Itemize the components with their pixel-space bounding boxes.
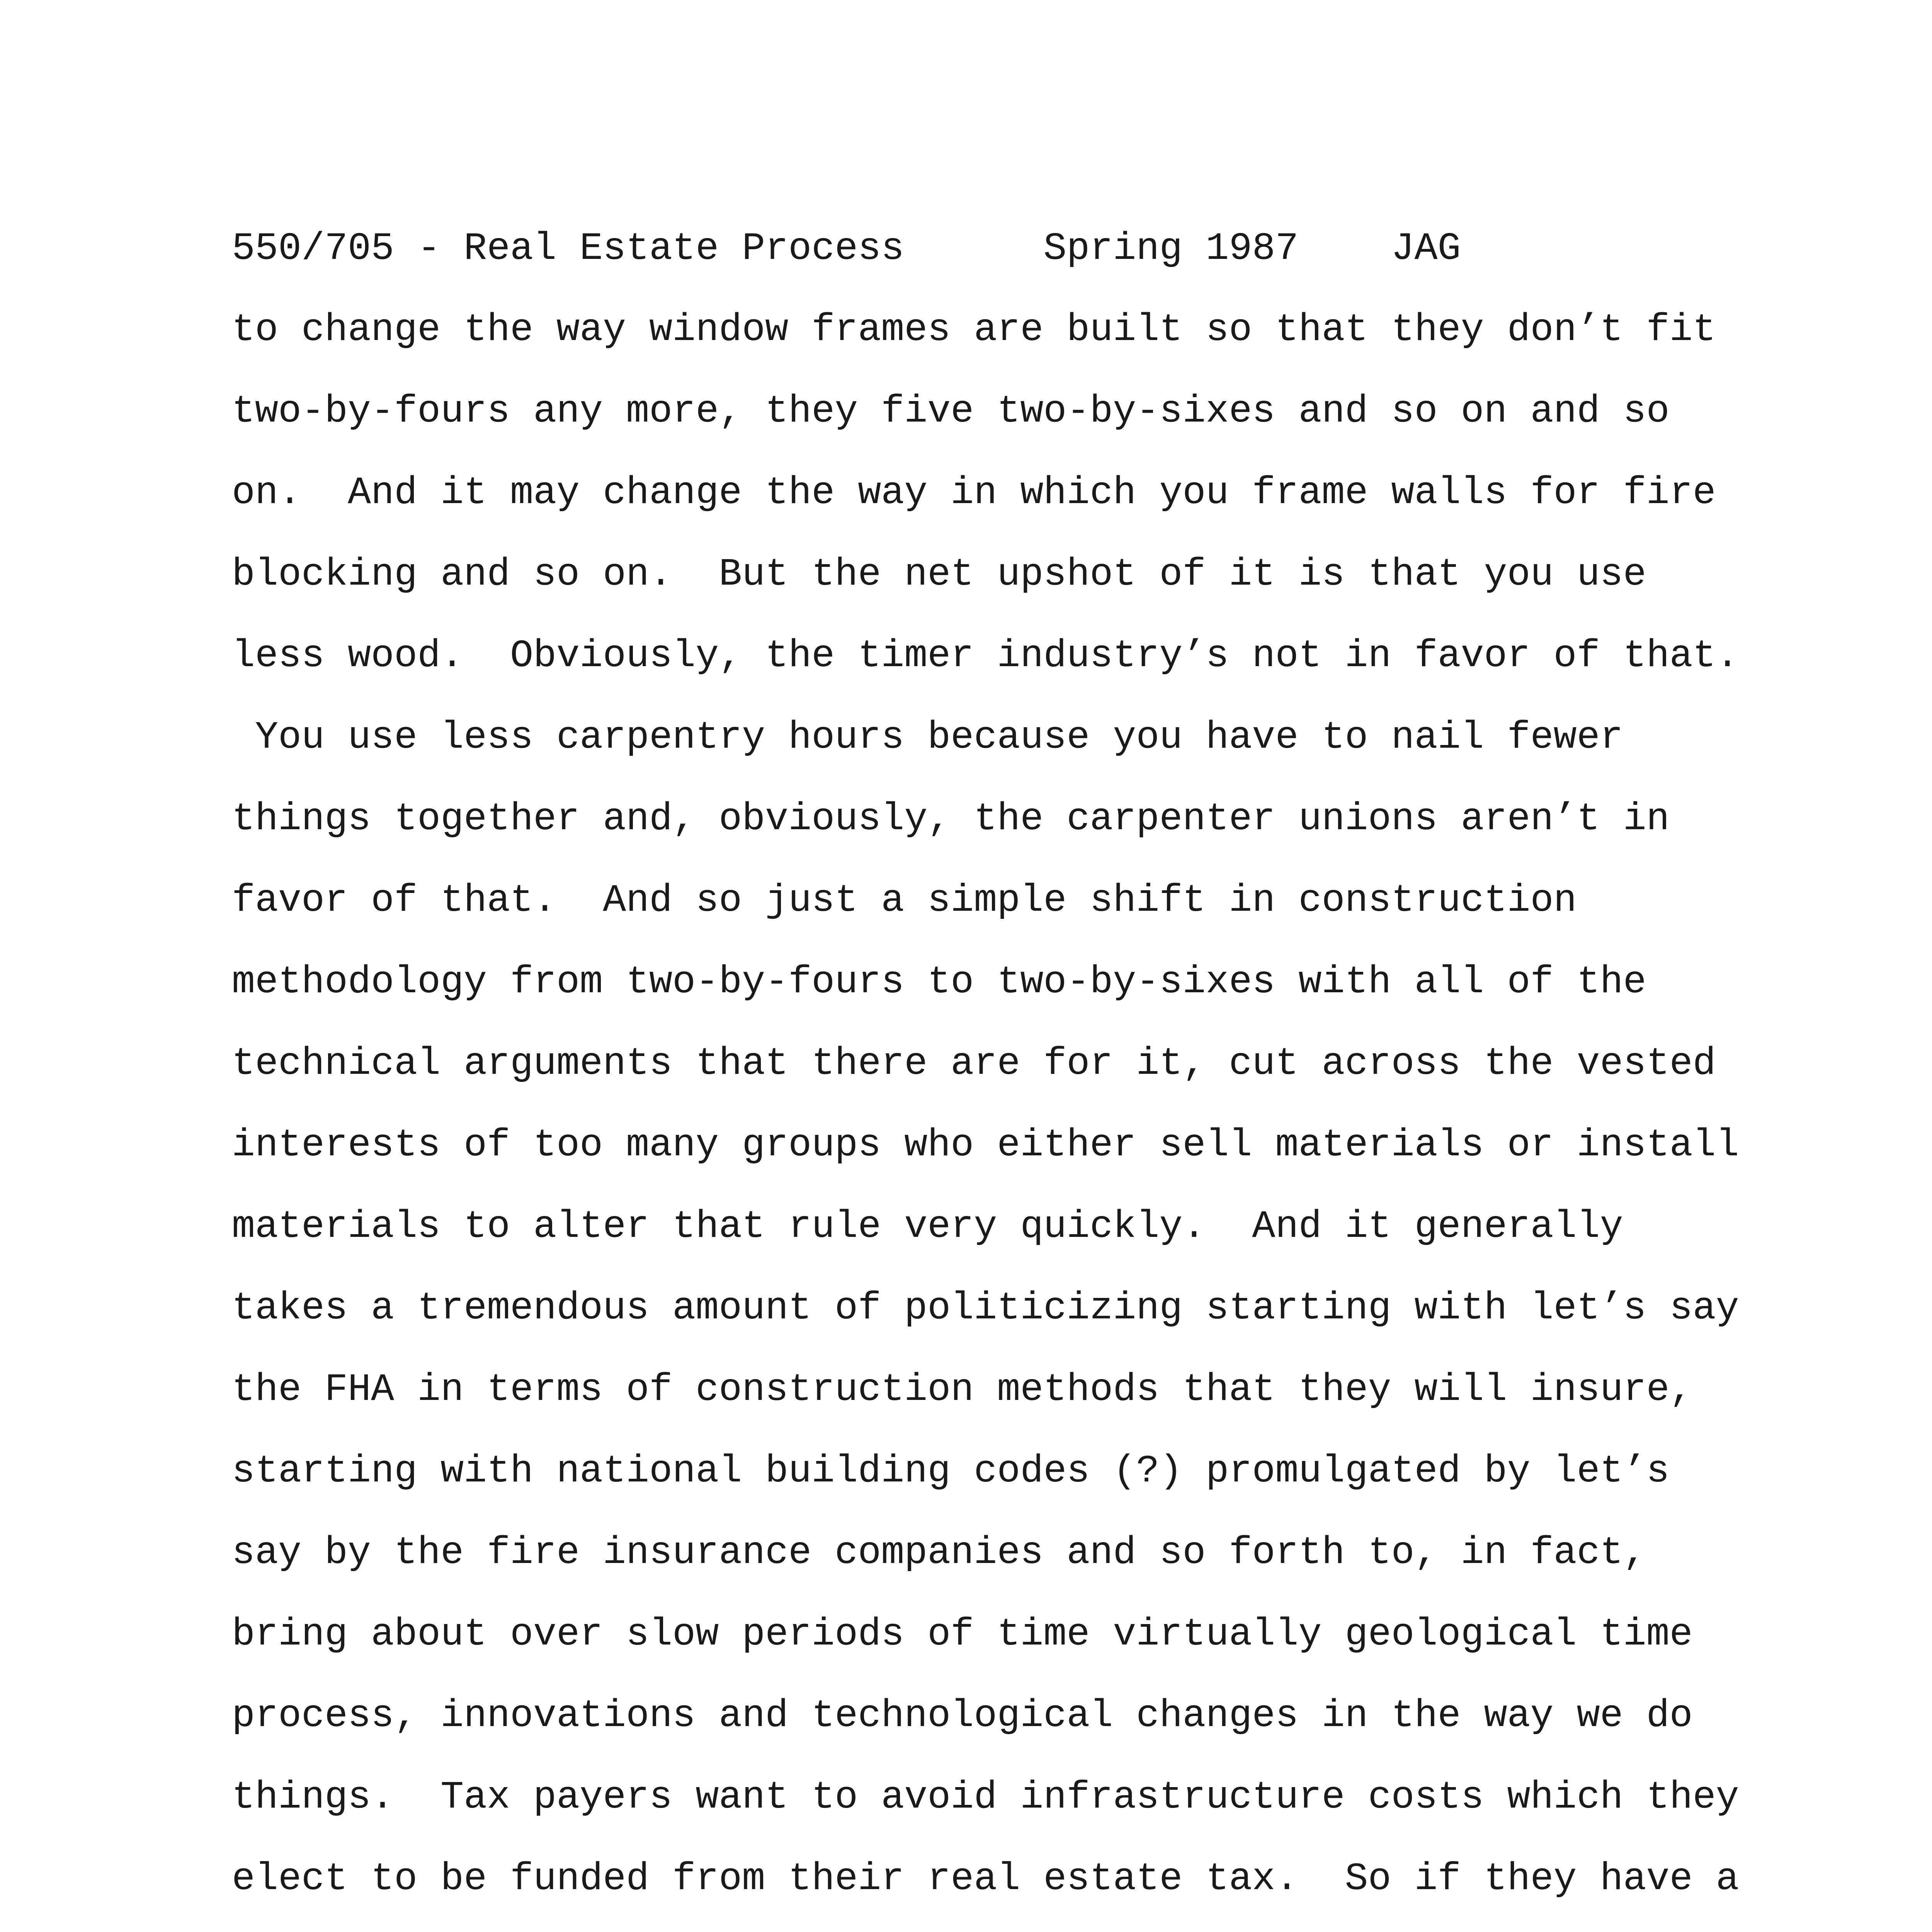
header-course: 550/705 - Real Estate Process	[232, 227, 905, 271]
text-line: bring about over slow periods of time virtually geological time	[232, 1613, 1693, 1656]
text-line: takes a tremendous amount of politicizing starting with let’s say	[232, 1287, 1739, 1330]
text-line: materials to alter that rule very quickly. And it generally	[232, 1205, 1623, 1249]
text-line: interests of too many groups who either sell materials or install	[232, 1124, 1739, 1167]
text-line: to change the way window frames are built so that they don’t fit	[232, 308, 1716, 352]
text-line: less wood. Obviously, the timer industry’s not in favor of that.	[232, 634, 1739, 678]
text-line: starting with national building codes (?) promulgated by let’s	[232, 1450, 1670, 1493]
text-line: two-by-fours any more, they five two-by-sixes and so on and so	[232, 390, 1670, 434]
header-initials: JAG	[1391, 227, 1461, 271]
text-line: process, innovations and technological changes in the way we do	[232, 1694, 1693, 1738]
text-line: You use less carpentry hours because you have to nail fewer	[232, 716, 1623, 760]
text-line: methodology from two-by-fours to two-by-sixes with all of the	[232, 961, 1646, 1004]
text-line: on. And it may change the way in which you frame walls for fire	[232, 471, 1716, 515]
text-line: things together and, obviously, the carpenter unions aren’t in	[232, 798, 1670, 841]
text-line: say by the fire insurance companies and so forth to, in fact,	[232, 1531, 1646, 1575]
text-line: things. Tax payers want to avoid infrastructure costs which they	[232, 1776, 1739, 1820]
text-line: technical arguments that there are for it, cut across the vested	[232, 1042, 1716, 1086]
text-line: blocking and so on. But the net upshot of it is that you use	[232, 553, 1646, 597]
body-text	[232, 301, 1777, 1932]
header-term: Spring 1987	[1043, 227, 1299, 271]
text-line: favor of that. And so just a simple shift in construction	[232, 879, 1577, 923]
page-header	[232, 220, 1461, 278]
text-line: the FHA in terms of construction methods that they will insure,	[232, 1368, 1693, 1412]
text-line: elect to be funded from their real estate tax. So if they have a	[232, 1857, 1739, 1901]
